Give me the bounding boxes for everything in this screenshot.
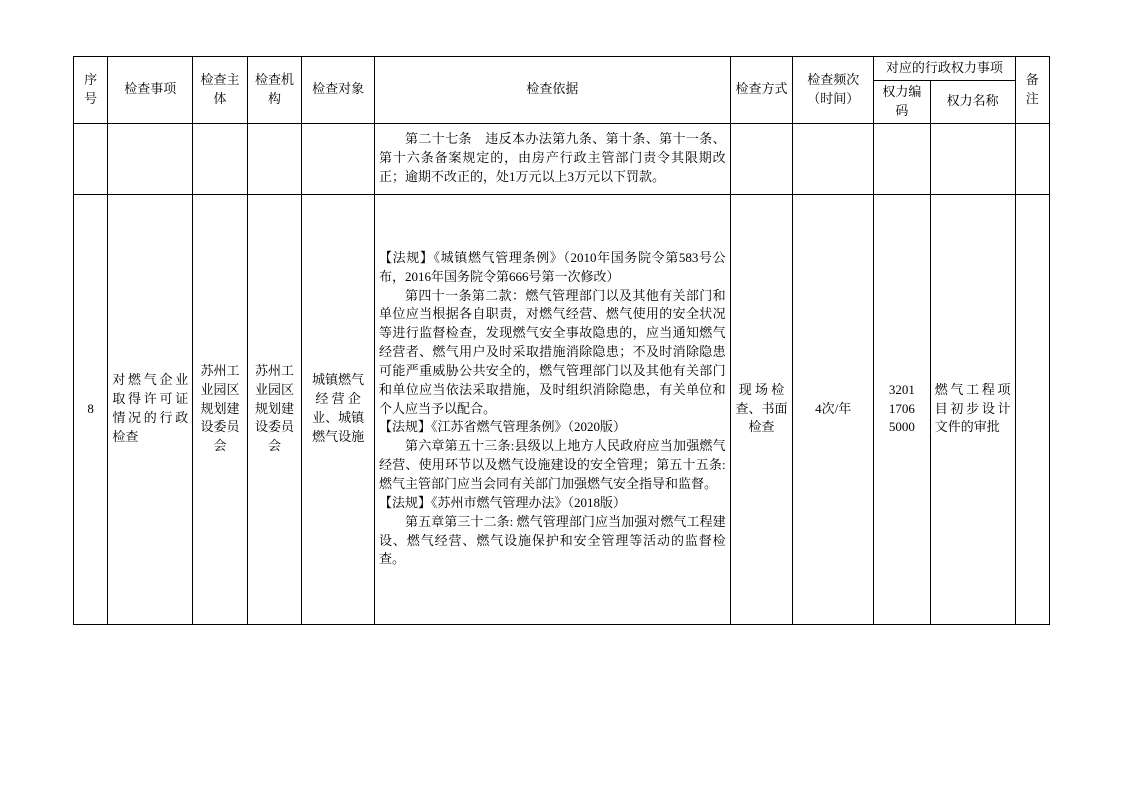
cell-basis [375,123,731,194]
cell-organization [247,123,302,194]
header-frequency: 检查频次（时间） [793,57,874,124]
cell-method [730,123,793,194]
cell-object [302,123,375,194]
header-seq: 序号 [74,57,108,124]
basis-paragraph: 第二十七条 违反本办法第九条、第十条、第十一条、第十六条备案规定的，由房产行政主管部门责令其限期改正；逾期不改正的，处1万元以上3万元以下罚款。 [379,131,726,184]
power-code-line: 3201 [888,381,915,397]
header-power-name: 权力名称 [930,80,1015,123]
cell-power-name [930,123,1015,194]
cell-note [1015,123,1049,194]
header-method: 检查方式 [730,57,793,124]
cell-item: 对燃气企业取得许可证情况的行政检查 [108,194,193,624]
basis-paragraph: 第六章第五十三条:县级以上地方人民政府应当加强燃气经营、使用环节以及燃气设施建设的安全管理；第五十五条: 燃气主管部门应当会同有关部门加强燃气安全指导和监督。 [379,438,726,491]
cell-object: 城镇燃气经 营 企业、城镇燃气设施 [302,194,375,624]
cell-item [108,123,193,194]
power-code-line: 1706 [888,400,915,416]
header-basis: 检查依据 [375,57,731,124]
cell-frequency: 4次/年 [793,194,874,624]
cell-power-name: 燃气工程项目初步设计文件的审批 [930,194,1015,624]
cell-power-code [874,194,931,624]
table-row [74,123,1050,194]
header-subject: 检查主体 [193,57,248,124]
cell-note [1015,194,1049,624]
header-power-code: 权力编码 [874,80,931,123]
cell-subject [193,123,248,194]
cell-seq [74,123,108,194]
header-note: 备注 [1015,57,1049,124]
table-row [74,194,1050,624]
header-power-group: 对应的行政权力事项 [874,57,1015,81]
header-item: 检查事项 [108,57,193,124]
basis-paragraph: 【法规】《苏州市燃气管理办法》（2018版） [379,494,627,510]
cell-frequency [793,123,874,194]
cell-subject: 苏州工业园区规划建设委员会 [193,194,248,624]
cell-power-code [874,123,931,194]
cell-method: 现 场 检查、书面检查 [730,194,793,624]
cell-basis [375,194,731,624]
basis-paragraph: 第四十一条第二款：燃气管理部门以及其他有关部门和单位应当根据各自职责，对燃气经营、燃气使用的安全状况等进行监督检查，发现燃气安全事故隐患的，应当通知燃气经营者、燃气用户及时采取措施消除隐患；不及时消除隐患可能严重威胁公共安全的，燃气管理部门以及其他有关部门和单位应当依法采取措施，及时组织消除隐患，有关单位和个人应当予以配合。 [379,287,726,416]
cell-organization: 苏州工业园区规划建设委员会 [247,194,302,624]
header-organization: 检查机构 [247,57,302,124]
inspection-table [73,56,1050,625]
basis-paragraph: 第五章第三十二条: 燃气管理部门应当加强对燃气工程建设、燃气经营、燃气设施保护和安全管理等活动的监督检查。 [379,513,726,567]
basis-paragraph: 【法规】《江苏省燃气管理条例》（2020版） [379,419,627,435]
header-row-1 [74,57,1050,81]
header-object: 检查对象 [302,57,375,124]
power-code-line: 5000 [888,419,915,435]
table-header [74,57,1050,124]
table-body [74,123,1050,624]
cell-seq: 8 [74,194,108,624]
basis-paragraph: 【法规】《城镇燃气管理条例》（2010年国务院令第583号公布，2016年国务院令第666号第一次修改） [379,249,726,284]
